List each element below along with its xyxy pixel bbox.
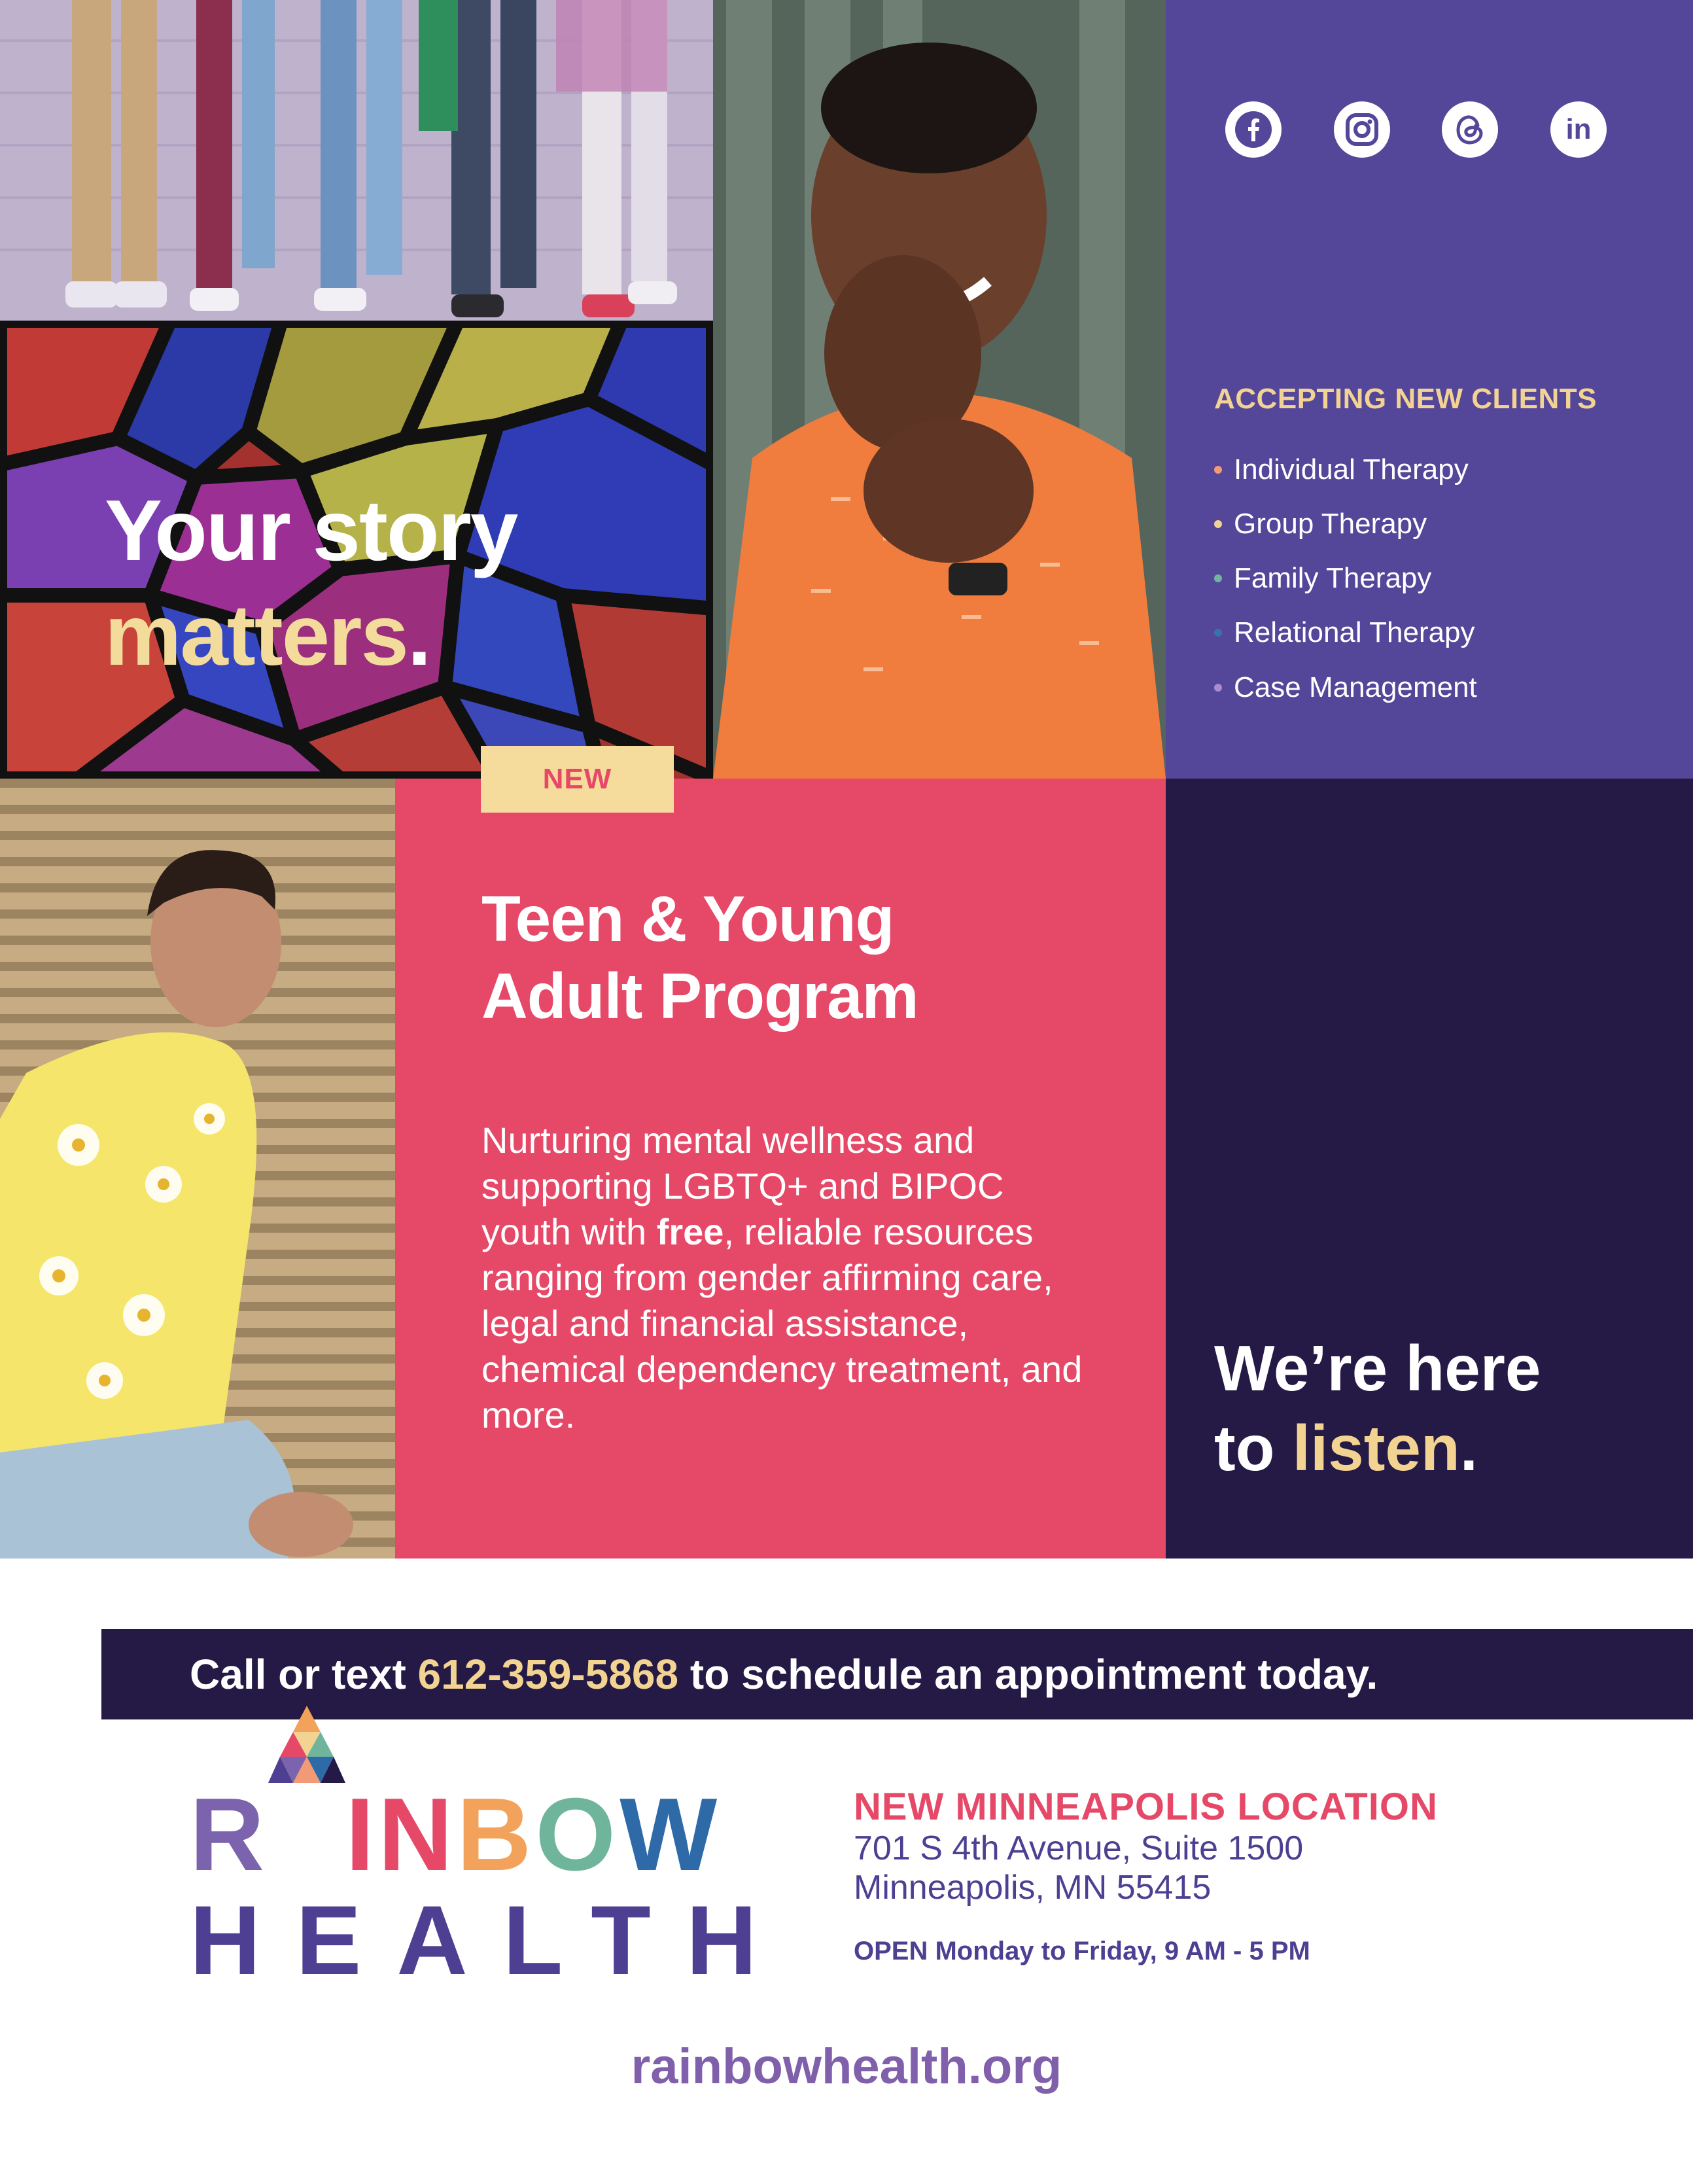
opening-hours: OPEN Monday to Friday, 9 AM - 5 PM xyxy=(854,1937,1310,1965)
service-item xyxy=(1214,671,1477,704)
program-title xyxy=(481,880,1070,1034)
bullet-dot xyxy=(1214,684,1222,692)
bullet-dot xyxy=(1214,520,1222,528)
logo-letter: N xyxy=(378,1777,457,1892)
hero-line-2 xyxy=(105,587,430,683)
desc-free: free xyxy=(656,1211,724,1252)
program-description xyxy=(481,1118,1096,1438)
bullet-dot xyxy=(1214,466,1222,474)
desc-part-2: , reliable resources ranging from gender affirming care, legal and financial assistance, chemical dependency treatment, and more. xyxy=(481,1211,1083,1435)
hero-matters: matters xyxy=(105,587,408,683)
logo-rainbow xyxy=(190,1777,722,1892)
threads-icon xyxy=(1452,111,1488,148)
instagram-link[interactable] xyxy=(1334,101,1390,158)
logo-health: HEALTH xyxy=(190,1885,793,1995)
teen-illustration xyxy=(0,779,395,1559)
listen-line-1: We’re here xyxy=(1214,1332,1541,1404)
service-label: Relational Therapy xyxy=(1234,616,1475,648)
program-title-line-1: Teen & Young xyxy=(481,883,894,955)
service-label: Individual Therapy xyxy=(1234,453,1469,485)
logo-letter: W xyxy=(620,1777,722,1892)
call-suffix: to schedule an appointment today. xyxy=(678,1651,1378,1698)
listen-heading xyxy=(1214,1328,1541,1488)
services-heading: ACCEPTING NEW CLIENTS xyxy=(1214,383,1597,415)
facebook-icon xyxy=(1234,110,1273,149)
address-line-1: 701 S 4th Avenue, Suite 1500 xyxy=(854,1829,1304,1867)
call-prefix: Call or text xyxy=(190,1651,418,1698)
service-label: Group Therapy xyxy=(1234,508,1427,540)
service-item xyxy=(1214,508,1427,540)
logo-letter: O xyxy=(535,1777,620,1892)
listen-to: to xyxy=(1214,1412,1293,1484)
listen-word: listen xyxy=(1292,1412,1460,1484)
service-label: Family Therapy xyxy=(1234,562,1432,594)
threads-link[interactable] xyxy=(1442,101,1498,158)
website-link[interactable]: rainbowhealth.org xyxy=(631,2039,1062,2094)
logo-letter: I xyxy=(345,1777,379,1892)
listen-line-2 xyxy=(1214,1408,1541,1488)
listen-period: . xyxy=(1459,1412,1478,1484)
service-item xyxy=(1214,562,1431,595)
location-title: NEW MINNEAPOLIS LOCATION xyxy=(854,1786,1438,1828)
bullet-dot xyxy=(1214,574,1222,582)
triangle-mosaic-icon xyxy=(268,1706,345,1791)
service-item xyxy=(1214,453,1469,486)
bullet-dot xyxy=(1214,629,1222,637)
address-line-2: Minneapolis, MN 55415 xyxy=(854,1869,1212,1907)
phone-number[interactable]: 612-359-5868 xyxy=(417,1651,679,1698)
laughing-man-illustration xyxy=(713,0,1166,779)
instagram-icon xyxy=(1344,111,1380,148)
service-item xyxy=(1214,616,1475,649)
new-badge: NEW xyxy=(481,746,674,813)
facebook-link[interactable] xyxy=(1225,101,1282,158)
desc-part-1: Nurturing mental wellness and supporting LGBTQ+ and BIPOC youth with xyxy=(481,1119,1004,1252)
logo-letter-a xyxy=(268,1783,345,1860)
logo-letter: B xyxy=(457,1777,536,1892)
hero-period: . xyxy=(407,587,430,683)
program-title-line-2: Adult Program xyxy=(481,960,918,1032)
logo-letter: R xyxy=(190,1777,269,1892)
linkedin-link[interactable] xyxy=(1550,101,1607,158)
photo-laughing-man xyxy=(713,0,1166,779)
service-label: Case Management xyxy=(1234,671,1477,703)
photo-teens-against-wall xyxy=(0,0,713,321)
hero-line-1: Your story xyxy=(105,482,517,578)
photo-teen-yellow-shirt xyxy=(0,779,395,1559)
teens-illustration xyxy=(0,0,713,321)
linkedin-icon: in xyxy=(1565,113,1592,145)
